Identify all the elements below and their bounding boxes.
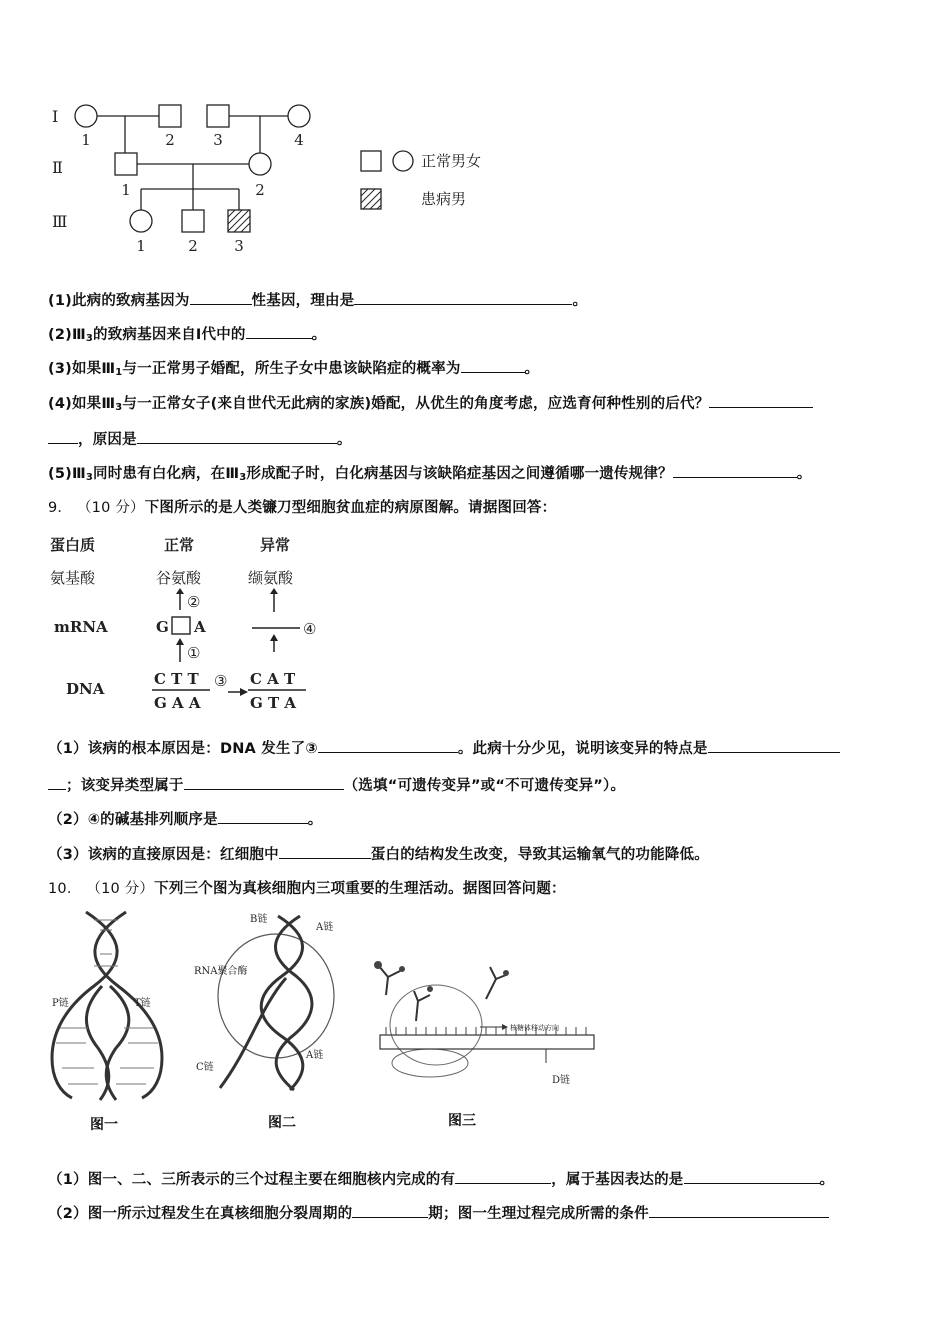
- svg-text:G T A: G T A: [250, 694, 297, 712]
- pedigree-II1-male: [115, 153, 137, 175]
- svg-text:2: 2: [188, 237, 198, 255]
- figure3-caption: 图三: [448, 1113, 476, 1129]
- answer-blank[interactable]: [708, 738, 840, 753]
- pedigree-III1-female: [130, 210, 152, 232]
- legend-female-icon: [393, 151, 413, 171]
- svg-text:A链: A链: [316, 922, 334, 933]
- q10-part2: （2）图一所示过程发生在真核细胞分裂周期的 期；图一生理过程完成所需的条件: [48, 1202, 829, 1223]
- q8-part5: $(5)Ⅲ_3$同时患有白化病，在$Ⅲ_3$形成配子时，白化病基因与该缺陷症基因之间遵循哪一遗传规律？ 。: [48, 462, 811, 483]
- figure2-caption: 图二: [268, 1115, 296, 1131]
- q9-part1: （1）该病的根本原因是：DNA 发生了③ 。此病十分少见，说明该变异的特点是: [48, 737, 840, 758]
- q8-part3: (3)如果$Ⅲ_1$与一正常男子婚配，所生子女中患该缺陷症的概率为 。: [48, 357, 539, 378]
- svg-text:P链: P链: [52, 998, 69, 1009]
- svg-text:3: 3: [234, 237, 244, 255]
- svg-text:G A A: G A A: [154, 694, 201, 712]
- pedigree-I3-male: [207, 105, 229, 127]
- svg-text:2: 2: [165, 131, 175, 149]
- svg-text:缬氨酸: 缬氨酸: [248, 569, 294, 587]
- svg-text:②: ②: [187, 593, 201, 611]
- q9-part3: （3）该病的直接原因是：红细胞中 蛋白的结构发生改变，导致其运输氧气的功能降低。: [48, 843, 709, 864]
- svg-text:RNA聚合酶: RNA聚合酶: [194, 966, 248, 977]
- svg-text:C链: C链: [196, 1062, 214, 1073]
- answer-blank[interactable]: [673, 463, 797, 478]
- svg-text:蛋白质: 蛋白质: [50, 536, 96, 554]
- gen-label-III: Ⅲ: [52, 212, 68, 231]
- q8-part1: (1)此病的致病基因为 性基因，理由是 。: [48, 289, 587, 310]
- svg-text:DNA: DNA: [66, 680, 105, 698]
- pedigree-diagram: [40, 95, 510, 265]
- q9-part1-cont: ；该变异类型属于 （选填“可遗传变异”或“不可遗传变异”）。: [48, 774, 625, 795]
- svg-text:A: A: [194, 618, 206, 636]
- q8-part4: (4)如果$Ⅲ_3$与一正常女子(来自世代无此病的家族)婚配，从优生的角度考虑，应选育何种性别的后代？: [48, 392, 813, 413]
- answer-blank[interactable]: [190, 290, 252, 305]
- answer-blank[interactable]: [279, 844, 371, 859]
- svg-text:氨基酸: 氨基酸: [50, 569, 96, 587]
- svg-text:3: 3: [213, 131, 223, 149]
- answer-blank[interactable]: [48, 429, 78, 444]
- answer-blank[interactable]: [684, 1169, 820, 1184]
- svg-text:D链: D链: [552, 1075, 571, 1086]
- figure1-caption: 图一: [90, 1117, 118, 1133]
- q9-part2: （2）④的碱基排列顺序是 。: [48, 808, 322, 829]
- svg-text:④: ④: [303, 620, 317, 638]
- svg-text:A链: A链: [306, 1050, 324, 1061]
- svg-text:1: 1: [136, 237, 146, 255]
- answer-blank[interactable]: [218, 809, 308, 824]
- svg-text:C T T: C T T: [154, 670, 199, 688]
- legend-male-icon: [361, 151, 381, 171]
- q8-part4-cont: ，原因是 。: [48, 428, 352, 449]
- svg-text:C A T: C A T: [250, 670, 296, 688]
- answer-blank[interactable]: [318, 738, 458, 753]
- pedigree-I2-male: [159, 105, 181, 127]
- pedigree-I1-female: [75, 105, 97, 127]
- svg-text:异常: 异常: [260, 536, 291, 554]
- svg-text:1: 1: [81, 131, 91, 149]
- answer-blank[interactable]: [709, 393, 813, 408]
- gen-label-I: Ⅰ: [52, 107, 59, 126]
- legend-affected-label: 患病男: [421, 190, 467, 208]
- pedigree-II2-female: [249, 153, 271, 175]
- answer-blank[interactable]: [352, 1203, 428, 1218]
- svg-text:T链: T链: [134, 998, 151, 1009]
- svg-text:B链: B链: [250, 914, 268, 925]
- svg-text:谷氨酸: 谷氨酸: [156, 569, 202, 587]
- figure2-transcription: [190, 908, 350, 1098]
- sickle-cell-diagram: [40, 528, 340, 718]
- q10-part1: （1）图一、二、三所表示的三个过程主要在细胞核内完成的有 ，属于基因表达的是 。: [48, 1168, 834, 1189]
- gen-label-II: Ⅱ: [52, 158, 63, 177]
- svg-text:G: G: [156, 618, 169, 636]
- answer-blank[interactable]: [246, 324, 312, 339]
- svg-text:4: 4: [294, 131, 304, 149]
- figure1-dna-replication: [42, 908, 172, 1108]
- svg-text:核糖体移动方向: 核糖体移动方向: [510, 1024, 559, 1032]
- pedigree-III2-male: [182, 210, 204, 232]
- svg-text:正常: 正常: [164, 536, 195, 554]
- q9-stem: 9． （10 分）下图所示的是人类镰刀型细胞贫血症的病原图解。请据图回答：: [48, 500, 557, 516]
- svg-text:2: 2: [255, 181, 265, 199]
- answer-blank[interactable]: [455, 1169, 551, 1184]
- answer-blank[interactable]: [48, 775, 66, 790]
- q8-part2: $(2)Ⅲ_3$的致病基因来自Ⅰ代中的 。: [48, 323, 326, 344]
- svg-text:mRNA: mRNA: [54, 618, 108, 636]
- q10-stem: 10． （10 分）下列三个图为真核细胞内三项重要的生理活动。据图回答问题：: [48, 881, 566, 897]
- answer-blank[interactable]: [461, 358, 525, 373]
- svg-text:1: 1: [121, 181, 131, 199]
- pedigree-I4-female: [288, 105, 310, 127]
- answer-blank[interactable]: [184, 775, 344, 790]
- legend-normal-label: 正常男女: [421, 152, 482, 170]
- svg-text:③: ③: [214, 672, 228, 690]
- legend-affected-icon: [361, 189, 381, 209]
- svg-text:①: ①: [187, 644, 201, 662]
- answer-blank[interactable]: [354, 290, 572, 305]
- answer-blank[interactable]: [137, 429, 337, 444]
- answer-blank[interactable]: [649, 1203, 829, 1218]
- figure3-translation: [356, 955, 606, 1095]
